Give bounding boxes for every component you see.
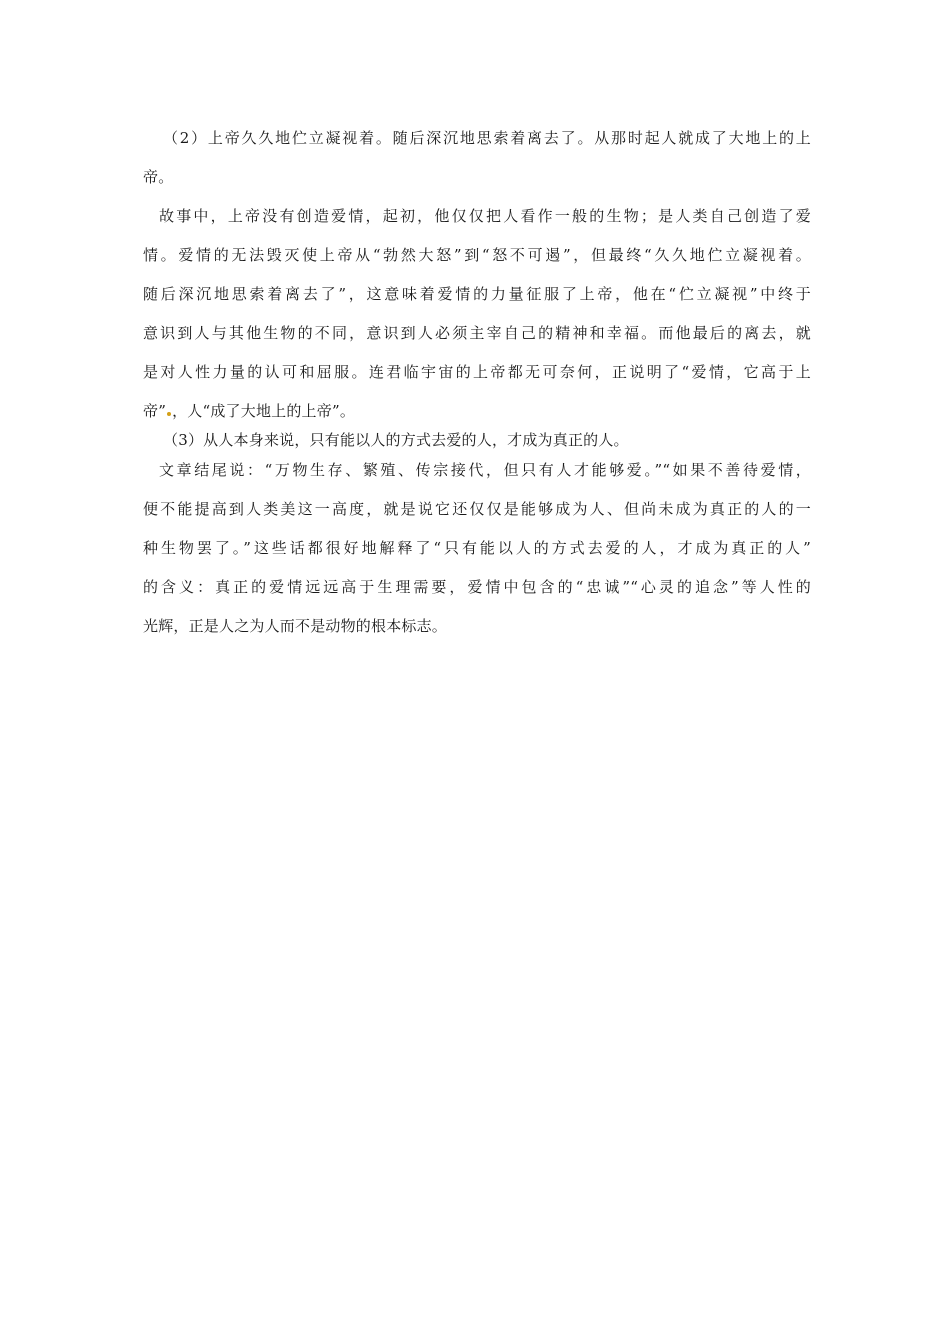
text-line: 的含义：真正的爱情远远高于生理需要，爱情中包含的“忠诚”“心灵的追念”等人性的 xyxy=(143,578,811,596)
text-line: 文章结尾说：“万物生存、繁殖、传宗接代，但只有人才能够爱。”“如果不善待爱情， xyxy=(159,461,811,479)
text-line: 意识到人与其他生物的不同，意识到人必须主宰自己的精神和幸福。而他最后的离去，就 xyxy=(143,324,811,342)
answer-q2 xyxy=(143,123,811,153)
analysis-q3 xyxy=(143,455,811,641)
text-segment: ，人“成了大地上的上帝”。 xyxy=(172,402,356,420)
answer-q3 xyxy=(143,425,811,455)
document-body xyxy=(143,123,811,641)
text-line: 光辉，正是人之为人而不是动物的根本标志。 xyxy=(143,617,448,635)
text-line: 故事中，上帝没有创造爱情，起初，他仅仅把人看作一般的生物；是人类自己创造了爱 xyxy=(159,207,811,225)
highlight-mark xyxy=(167,412,171,416)
text-line-part xyxy=(143,402,355,420)
text-line: （3）从人本身来说，只有能以人的方式去爱的人，才成为真正的人。 xyxy=(163,431,629,449)
text-line: 便不能提高到人类美这一高度，就是说它还仅仅是能够成为人、但尚未成为真正的人的一 xyxy=(143,500,811,518)
text-line: 情。爱情的无法毁灭使上帝从“勃然大怒”到“怒不可遏”，但最终“久久地伫立凝视着。 xyxy=(143,246,811,264)
text-line xyxy=(143,396,811,426)
text-line: 是对人性力量的认可和屈服。连君临宇宙的上帝都无可奈何，正说明了“爱情，它高于上 xyxy=(143,363,811,381)
text-line: 随后深沉地思索着离去了”，这意味着爱情的力量征服了上帝，他在“伫立凝视”中终于 xyxy=(143,285,811,303)
analysis-q2 xyxy=(143,201,811,426)
text-line: （2）上帝久久地伫立凝视着。随后深沉地思索着离去了。从那时起人就成了大地上的上 xyxy=(163,129,811,147)
text-segment: 帝” xyxy=(143,402,167,420)
text-line: 种生物罢了。”这些话都很好地解释了“只有能以人的方式去爱的人，才成为真正的人” xyxy=(143,539,811,557)
text-line: 帝。 xyxy=(143,168,174,186)
